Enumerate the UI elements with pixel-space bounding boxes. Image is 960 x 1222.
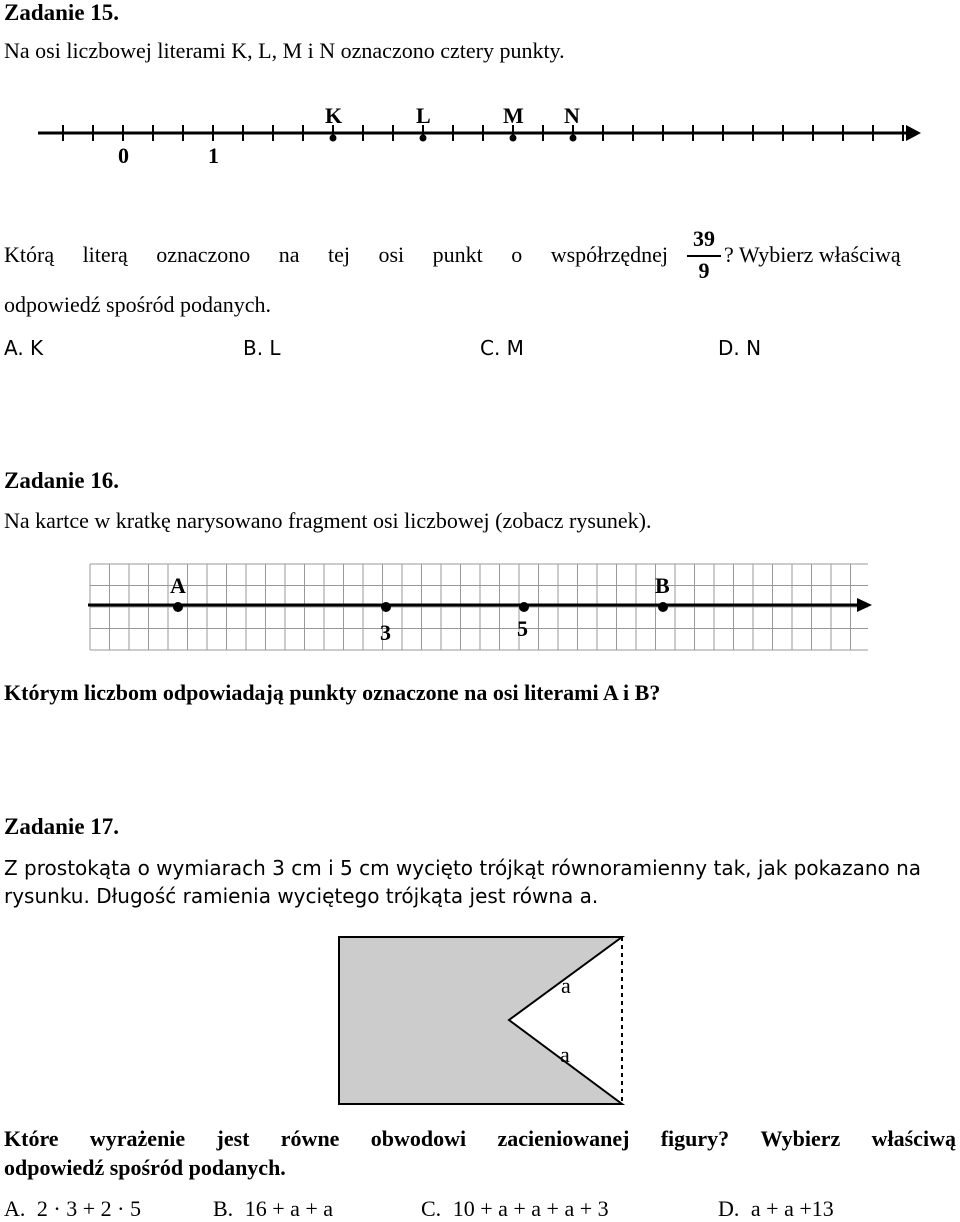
- task15-intro: Na osi liczbowej literami K, L, M i N oznaczono cztery punkty.: [4, 38, 565, 63]
- task15-option-a[interactable]: A. K: [4, 336, 44, 360]
- task15-option-b[interactable]: B. L: [243, 336, 281, 360]
- fraction-denominator: 9: [698, 258, 710, 283]
- label-k: K: [325, 103, 343, 128]
- label-zero: 0: [118, 143, 129, 168]
- task15-question-line2: odpowiedź spośród podanych.: [4, 292, 272, 317]
- task17-line2: rysunku. Długość ramienia wyciętego trójkąta jest równa a.: [4, 884, 599, 908]
- option-b-expression: 16 + a + a: [244, 1196, 334, 1221]
- task17-option-c[interactable]: C. 10 + a + a + a + 3: [421, 1196, 609, 1221]
- label-one: 1: [208, 143, 219, 168]
- task15-question-after: ? Wybierz właściwą: [724, 242, 901, 267]
- label-five: 5: [517, 616, 528, 641]
- shaded-polygon: [339, 937, 622, 1104]
- label-a: A: [170, 573, 186, 598]
- label-m: M: [503, 103, 524, 128]
- task15-title: Zadanie 15.: [4, 0, 120, 25]
- option-d-expression: a + a +13: [750, 1196, 834, 1221]
- task16-question: Którym liczbom odpowiadają punkty oznaczone na osi literami A i B?: [4, 680, 661, 705]
- option-c-expression: 10 + a + a + a + 3: [452, 1196, 609, 1221]
- task17-question-words: Które wyrażenie jest równe obwodowi zacieniowanej figury? Wybierz właściwą: [4, 1126, 956, 1151]
- side-label-top: a: [561, 973, 571, 998]
- task17-option-b[interactable]: B. 16 + a + a: [213, 1196, 334, 1221]
- task16-intro: Na kartce w kratkę narysowano fragment osi liczbowej (zobacz rysunek).: [4, 508, 652, 533]
- label-n: N: [564, 103, 580, 128]
- label-three: 3: [380, 620, 391, 645]
- task15-option-d[interactable]: D. N: [718, 336, 762, 360]
- task17-option-d[interactable]: D. a + a +13: [718, 1196, 834, 1221]
- label-b: B: [655, 573, 670, 598]
- fraction-numerator: 39: [693, 226, 715, 251]
- label-l: L: [416, 103, 431, 128]
- option-a-expression: 2 · 3 + 2 · 5: [36, 1196, 141, 1221]
- task17-question-line2: odpowiedź spośród podanych.: [4, 1155, 286, 1180]
- task17-title: Zadanie 17.: [4, 814, 120, 839]
- task16-title: Zadanie 16.: [4, 468, 120, 493]
- side-label-bottom: a: [560, 1042, 570, 1067]
- task15-question-words: Którą literą oznaczono na tej osi punkt o współrzędnej: [4, 242, 668, 267]
- task15-option-c[interactable]: C. M: [480, 336, 524, 360]
- task17-option-a[interactable]: A. 2 · 3 + 2 · 5: [4, 1196, 141, 1221]
- task17-line1: Z prostokąta o wymiarach 3 cm i 5 cm wycięto trójkąt równoramienny tak, jak pokazano na: [4, 856, 922, 880]
